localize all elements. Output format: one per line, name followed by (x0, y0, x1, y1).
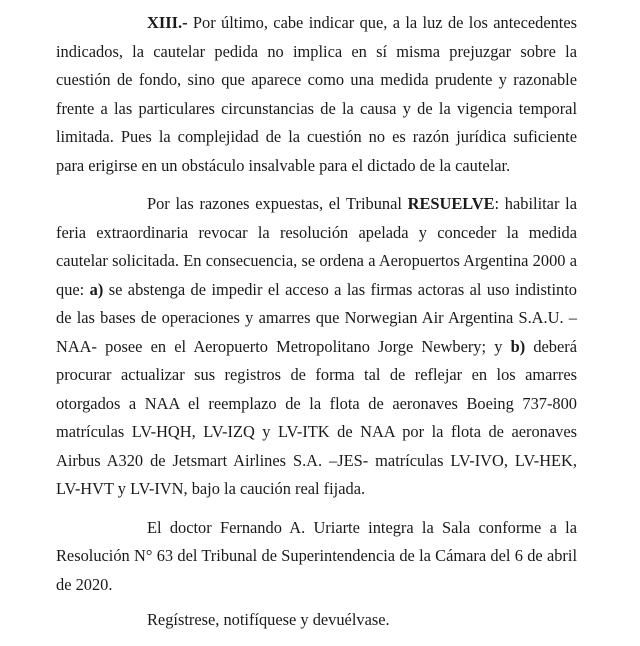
item-b-marker: b) (510, 336, 526, 356)
paragraph-text: se abstenga de impedir el acceso a las firmas actoras al uso indistinto de las bases de operaciones y amarres que Norwegian Air Argentina S.A.U. –NAA- posee en el Aeropuerto Metropolitano Jorge Newbery; y (56, 279, 577, 356)
paragraph-resuelve (56, 190, 577, 504)
item-a-marker: a) (89, 279, 104, 299)
paragraph-text: Por las razones expuestas, el Tribunal (147, 194, 408, 213)
paragraph-text: : habilitar la feria extraordinaria revocar la resolución apelada y conceder la medida cautelar solicitada. En consecuencia, se ordena a Aeropuertos Argentina 2000 a que: (56, 194, 577, 299)
paragraph-xiii (56, 9, 577, 180)
paragraph-text: Por último, cabe indicar que, a la luz de los antecedentes indicados, la cautelar pedida no implica en sí misma prejuzgar sobre la cuestión de fondo, sino que aparece como una medida prudente y razonable frente a las particulares circunstancias de la causa y de la vigencia temporal limitada. Pues la complejidad de la cuestión no es razón jurídica suficiente para erigirse en un obstáculo insalvable para el dictado de la cautelar. (56, 13, 577, 175)
paragraph-text: El doctor Fernando A. Uriarte integra la Sala conforme a la Resolución N° 63 del Tribunal de Superintendencia de la Cámara del 6 de abril de 2020. (56, 517, 577, 594)
resuelve-keyword: RESUELVE (407, 194, 495, 213)
closing-text: Regístrese, notifíquese y devuélvase. (147, 610, 390, 629)
paragraph-closing (56, 606, 577, 635)
document-page (56, 9, 577, 635)
paragraph-integration (56, 514, 577, 600)
paragraph-text: deberá procurar actualizar sus registros de forma tal de reflejar en los amarres otorgados a NAA el reemplazo de la flota de aeronaves Boeing 737-800 matrículas LV-HQH, LV-IZQ y LV-ITK de NAA por la flota de aeronaves Airbus A320 de Jetsmart Airlines S.A. –JES- matrículas LV-IVO, LV-HEK, LV-HVT y LV-IVN, bajo la caución real fijada. (56, 336, 577, 498)
section-heading: XIII.- (147, 13, 188, 32)
